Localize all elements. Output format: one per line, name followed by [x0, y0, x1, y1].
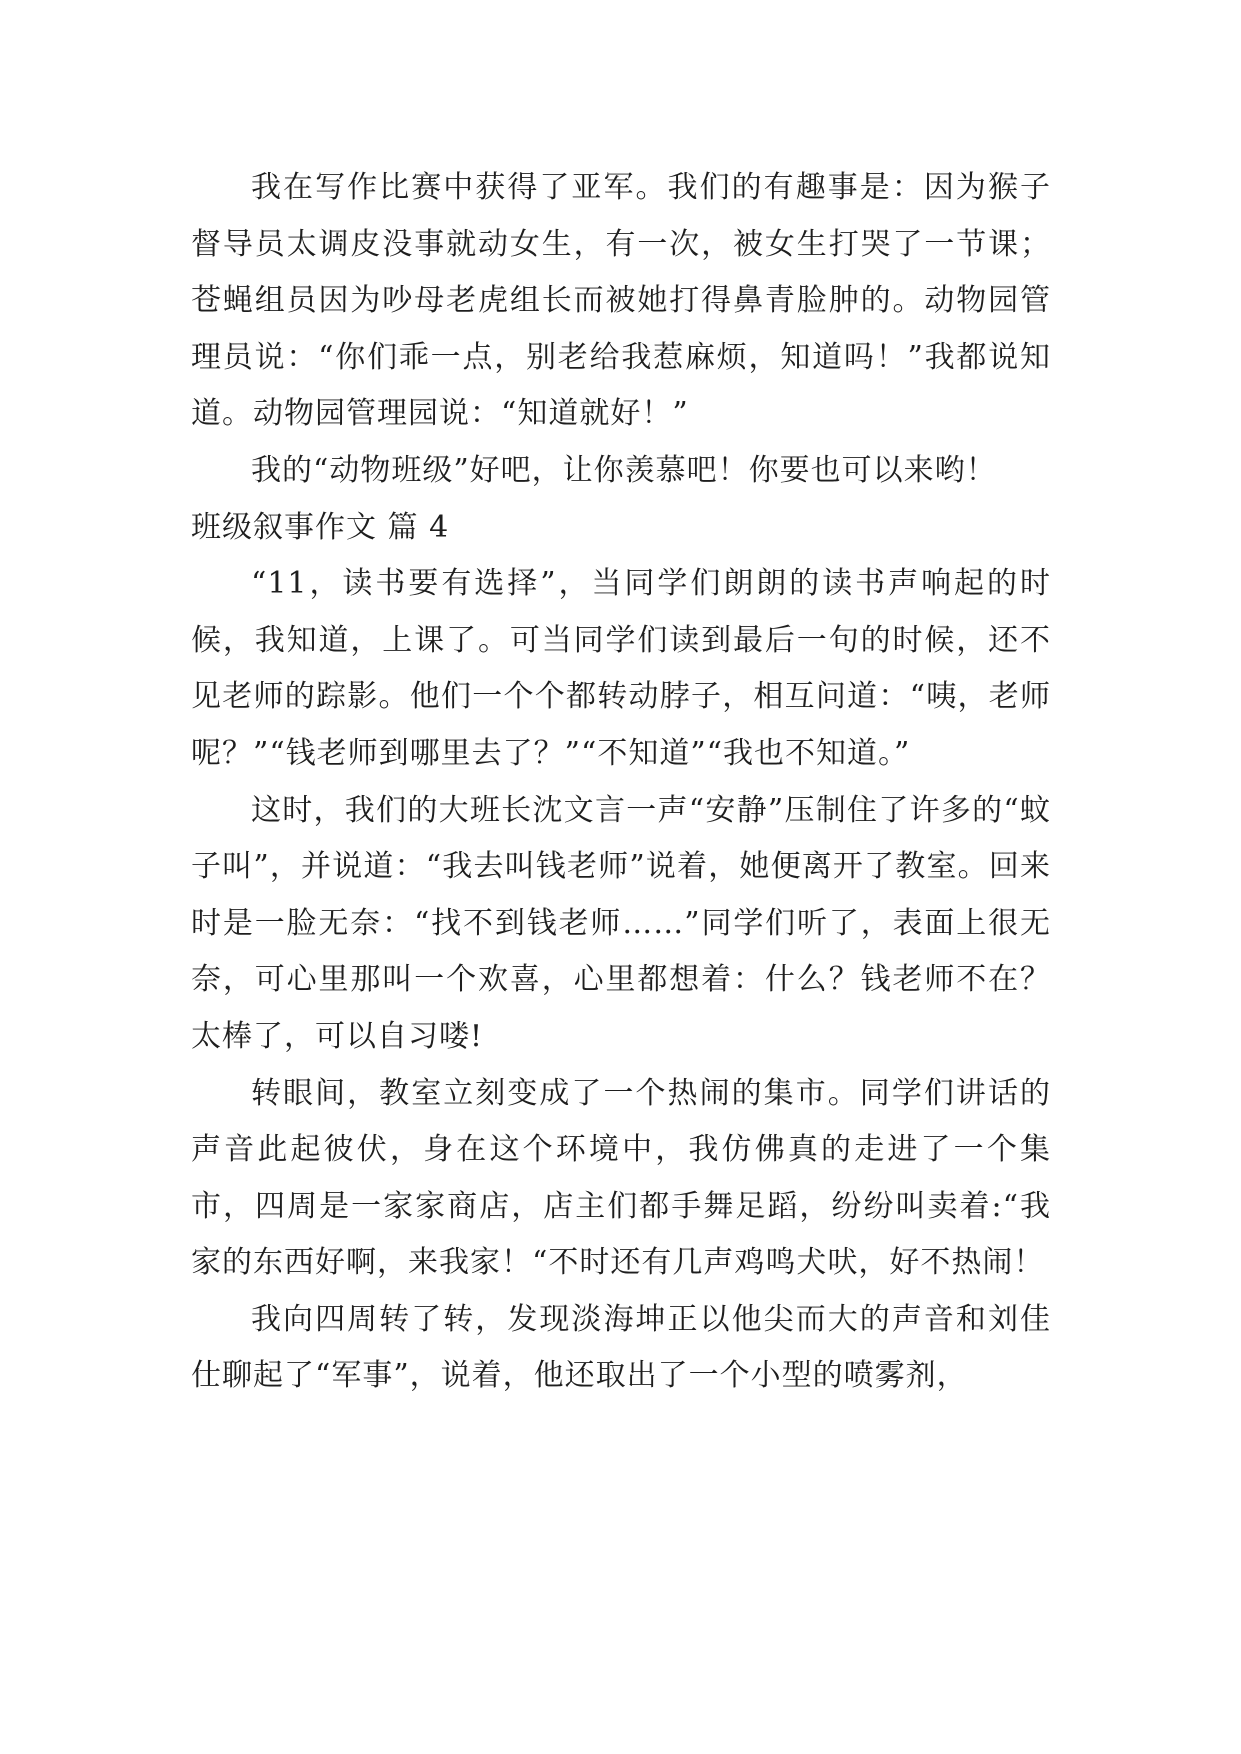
paragraph-2: 我的“动物班级”好吧，让你羡慕吧！你要也可以来哟！: [251, 452, 997, 488]
article-body: [191, 160, 1051, 1405]
paragraph-1: 我在写作比赛中获得了亚军。我们的有趣事是：因为猴子督导员太调皮没事就动女生，有一次，被女生打哭了一节课；苍蝇组员因为吵母老虎组长而被她打得鼻青脸肿的。动物园管理员说：“你们乖一点，别老给我惹麻烦，知道吗！”我都说知道。动物园管理园说：“知道就好！”: [191, 170, 1051, 432]
section-heading: 班级叙事作文 篇 4: [191, 509, 450, 545]
paragraph-4: 这时，我们的大班长沈文言一声“安静”压制住了许多的“蚊子叫”，并说道：“我去叫钱老师”说着，她便离开了教室。回来时是一脸无奈：“找不到钱老师……”同学们听了，表面上很无奈，可心里那叫一个欢喜，心里都想着：什么？钱老师不在？太棒了，可以自习喽!: [191, 792, 1051, 1054]
paragraph-5: 转眼间，教室立刻变成了一个热闹的集市。同学们讲话的声音此起彼伏，身在这个环境中，我仿佛真的走进了一个集市，四周是一家家商店，店主们都手舞足蹈，纷纷叫卖着:“我家的东西好啊，来我家！“不时还有几声鸡鸣犬吠，好不热闹！: [191, 1075, 1051, 1281]
paragraph-3: “11，读书要有选择”，当同学们朗朗的读书声响起的时候，我知道，上课了。可当同学们读到最后一句的时候，还不见老师的踪影。他们一个个都转动脖子，相互问道：“咦，老师呢？”“钱老师到哪里去了？”“不知道”“我也不知道。”: [191, 566, 1051, 771]
paragraph-6: 我向四周转了转，发现淡海坤正以他尖而大的声音和刘佳仕聊起了“军事”，说着，他还取出了一个小型的喷雾剂，: [191, 1301, 1051, 1394]
